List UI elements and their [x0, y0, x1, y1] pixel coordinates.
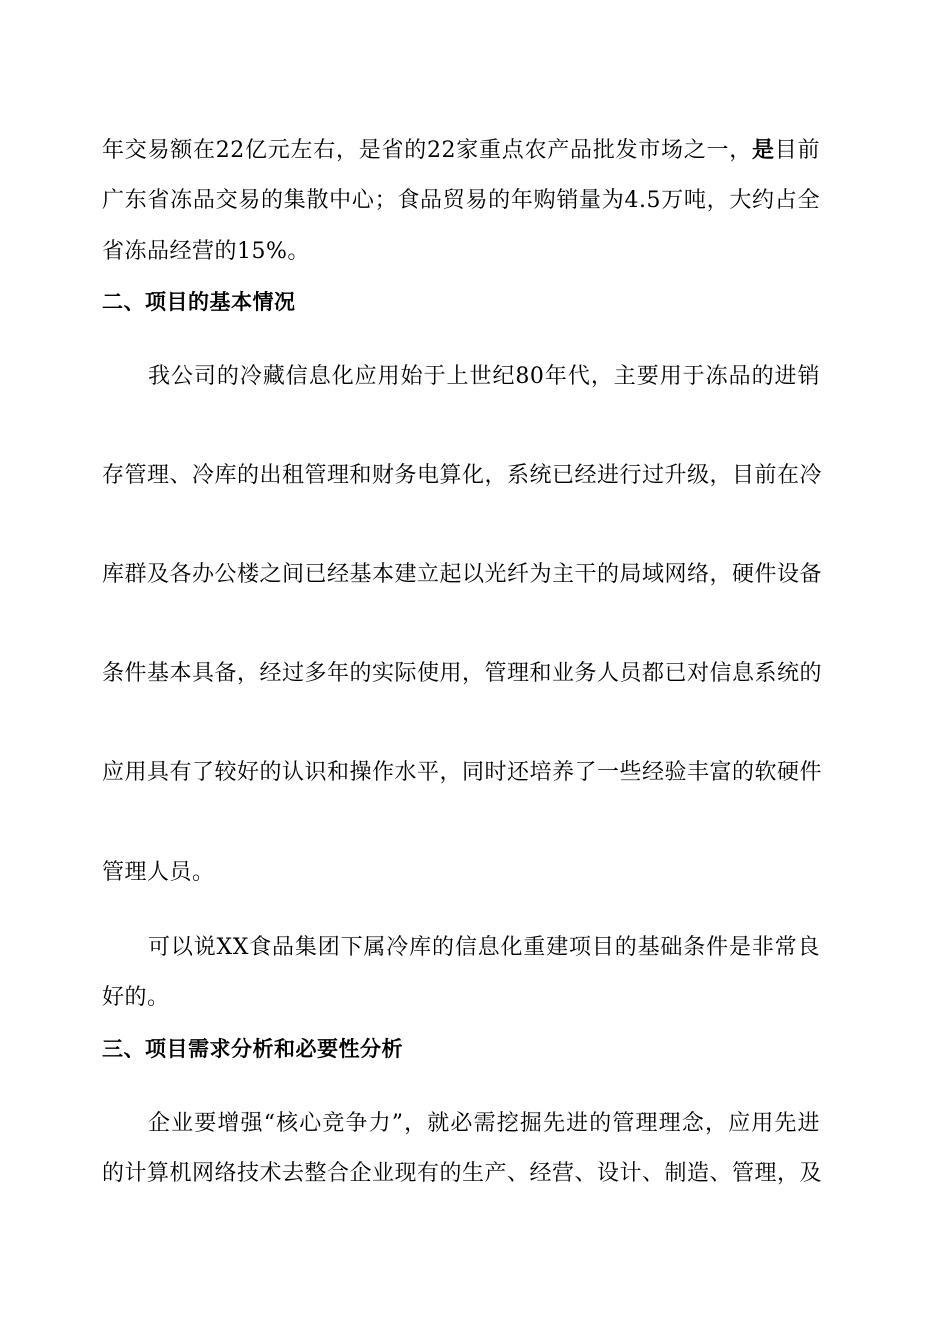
basic-paragraph-line-2: 存管理、冷库的出租管理和财务电算化，系统已经进行过升级，目前在冷 [102, 463, 823, 488]
section-heading-basic-situation: 二、项目的基本情况 [102, 290, 296, 314]
need-paragraph-line-2: 的计算机网络技术去整合企业现有的生产、经营、设计、制造、管理，及 [102, 1161, 823, 1186]
conclusion-paragraph-line-2: 好的。 [102, 985, 170, 1010]
section-heading-requirement-analysis: 三、项目需求分析和必要性分析 [102, 1037, 403, 1061]
market-paragraph-line-2: 广东省冻品交易的集散中心；食品贸易的年购销量为4.5万吨，大约占全 [102, 188, 820, 213]
conclusion-paragraph-line-1: 可以说XX食品集团下属冷库的信息化重建项目的基础条件是非常良 [148, 935, 820, 960]
market-line-1-end: 目前 [774, 138, 820, 163]
market-line-1-bold: 是 [751, 138, 775, 163]
basic-paragraph-line-5: 应用具有了较好的认识和操作水平，同时还培养了一些经验丰富的软硬件 [102, 760, 823, 785]
market-paragraph-line-3: 省冻品经营的15%。 [102, 239, 310, 264]
need-paragraph-line-1: 企业要增强“核心竞争力”，就必需挖掘先进的管理理念，应用先进 [148, 1111, 820, 1136]
basic-paragraph-line-6: 管理人员。 [102, 860, 215, 885]
basic-paragraph-line-4: 条件基本具备，经过多年的实际使用，管理和业务人员都已对信息系统的 [102, 661, 823, 686]
basic-paragraph-line-3: 库群及各办公楼之间已经基本建立起以光纤为主干的局域网络，硬件设备 [102, 562, 823, 587]
market-paragraph-line-1 [102, 136, 820, 166]
market-line-1-text: 年交易额在22亿元左右，是省的22家重点农产品批发市场之一， [102, 138, 752, 163]
basic-paragraph-line-1: 我公司的冷藏信息化应用始于上世纪80年代，主要用于冻品的进销 [148, 364, 820, 389]
